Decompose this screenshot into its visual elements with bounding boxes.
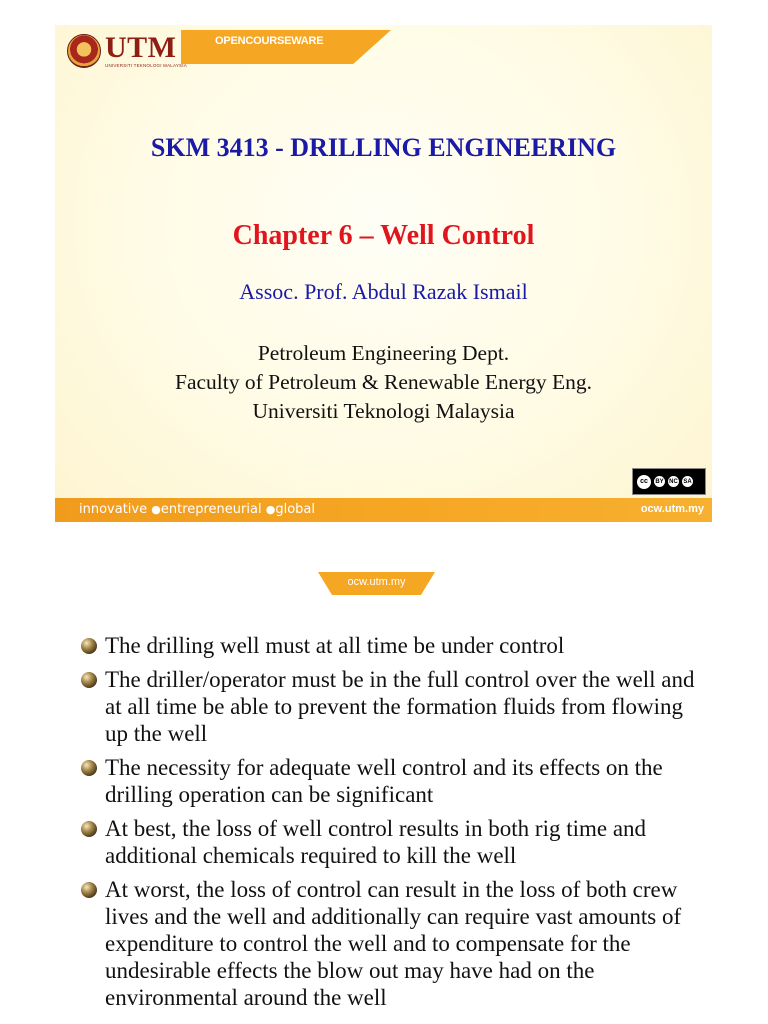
utm-crest-icon xyxy=(67,34,101,68)
university-line: Universiti Teknologi Malaysia xyxy=(252,399,515,423)
slide-header xyxy=(55,25,712,80)
list-item-text: At worst, the loss of control can result in the loss of both crew lives and the well and additionally can require vast amounts of expenditure to control the well and to compensate for the undesirable effects the blow out may have had on the environmental around the well xyxy=(105,877,682,1010)
sa-icon: SA xyxy=(681,475,694,488)
utm-logo-text: UTM xyxy=(105,31,177,64)
tagline-word: entrepreneurial xyxy=(160,502,262,517)
author-name: Assoc. Prof. Abdul Razak Ismail xyxy=(239,279,528,304)
list-item xyxy=(80,632,710,659)
utm-logo xyxy=(67,33,187,69)
creative-commons-icon xyxy=(632,468,706,495)
list-item xyxy=(80,876,710,1011)
cc-mark: cc xyxy=(636,474,652,490)
bullet-sphere-icon xyxy=(81,638,97,654)
slide2-header-url: ocw.utm.my xyxy=(347,576,406,588)
title-slide xyxy=(55,25,712,522)
nc-icon: NC xyxy=(667,475,680,488)
bullet-list xyxy=(80,632,710,1018)
tagline-word: global xyxy=(275,502,315,517)
tagline-word: innovative xyxy=(79,502,148,517)
list-item-text: The necessity for adequate well control and its effects on the drilling operation can be significant xyxy=(105,755,663,807)
bullet-sphere-icon xyxy=(81,760,97,776)
utm-logo-subtitle: UNIVERSITI TEKNOLOGI MALAYSIA xyxy=(105,63,187,68)
bullet-dot-icon: ● xyxy=(151,503,161,516)
slide-footer xyxy=(55,498,712,522)
by-icon: BY xyxy=(653,475,666,488)
faculty-line: Faculty of Petroleum & Renewable Energy Eng. xyxy=(175,370,592,394)
bullet-sphere-icon xyxy=(81,672,97,688)
department-line: Petroleum Engineering Dept. xyxy=(257,341,510,365)
opencourseware-label: OPENCOURSEWARE xyxy=(215,35,324,47)
list-item xyxy=(80,754,710,808)
list-item-text: The drilling well must at all time be under control xyxy=(105,633,565,658)
list-item-text: At best, the loss of well control results in both rig time and additional chemicals required to kill the well xyxy=(105,816,647,868)
list-item-text: The driller/operator must be in the full control over the well and at all time be able to prevent the formation fluids from flowing up the well xyxy=(105,667,695,746)
course-title: SKM 3413 - DRILLING ENGINEERING xyxy=(150,133,617,162)
bullet-dot-icon: ● xyxy=(265,503,276,516)
list-item xyxy=(80,666,710,747)
footer-url: ocw.utm.my xyxy=(640,503,704,515)
department-info xyxy=(55,339,712,426)
list-item xyxy=(80,815,710,869)
tagline xyxy=(79,502,315,517)
chapter-title: Chapter 6 – Well Control xyxy=(232,220,535,251)
bullet-sphere-icon xyxy=(81,882,97,898)
bullet-sphere-icon xyxy=(81,821,97,837)
